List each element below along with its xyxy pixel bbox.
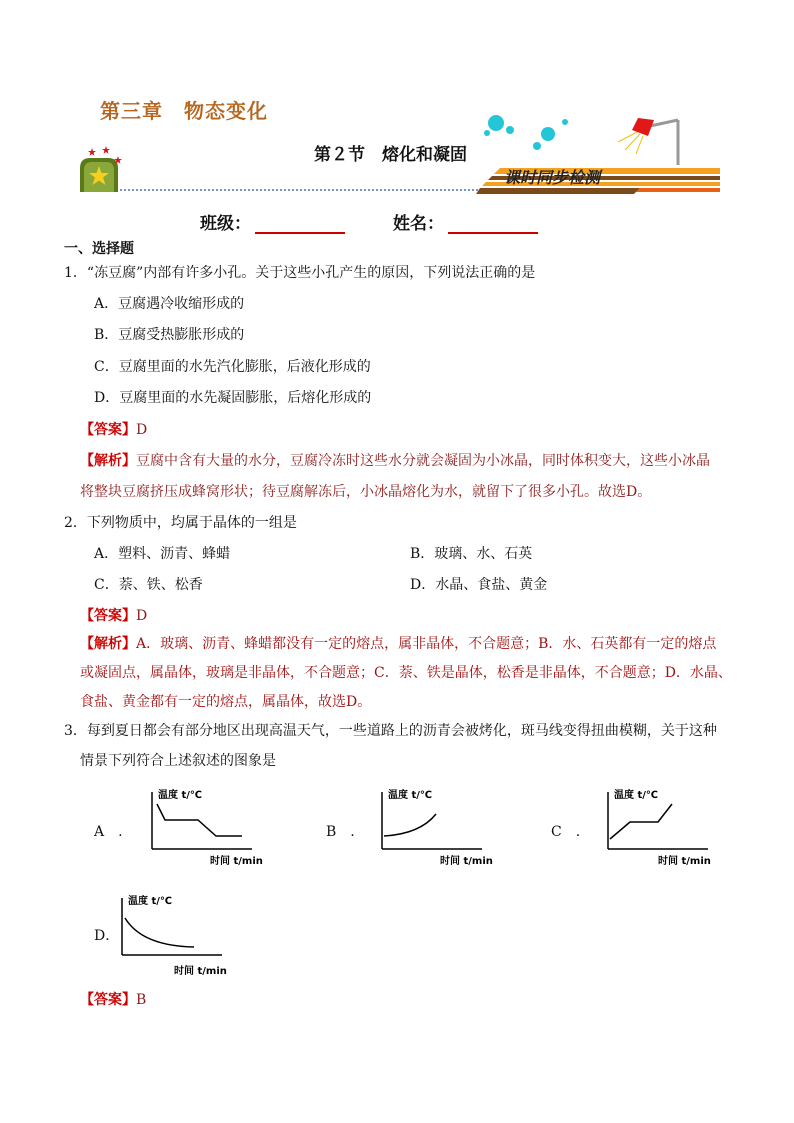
q2-answer	[80, 606, 147, 626]
answer-tag: 【答案】	[80, 422, 136, 438]
class-field[interactable]	[200, 209, 345, 234]
desk-lamp-icon	[618, 118, 678, 165]
q2-stem: 2．下列物质中，均属于晶体的一组是	[64, 515, 297, 531]
q1-analysis-line-2: 将整块豆腐挤压成蜂窝形状；待豆腐解冻后，小冰晶熔化为水，就留下了很多小孔。故选D。	[80, 484, 652, 500]
q2-analysis-line-2: 或凝固点，属晶体，玻璃是非晶体，不合题意；C．萘、铁是晶体，松香是非晶体，不合题意；D．水晶、	[80, 665, 732, 681]
answer-tag: 【答案】	[80, 608, 136, 624]
name-blank[interactable]	[448, 214, 538, 234]
q1-answer	[80, 420, 147, 440]
name-label: 姓名：	[393, 214, 444, 234]
graph-b-label: B .	[326, 824, 355, 840]
q1-analysis-line-1: 【解析】豆腐中含有大量的水分，豆腐冷冻时这些水分就会凝固为小冰晶，同时体积变大，这些小冰晶	[80, 453, 710, 469]
answer-tag: 【答案】	[80, 992, 136, 1008]
curve	[384, 814, 436, 836]
q2-analysis-line-1: 【解析】A．玻璃、沥青、蜂蜡都没有一定的熔点，属非晶体，不合题意；B．水、石英都有一定的熔点	[80, 636, 717, 652]
x-axis-label: 时间 t/min	[210, 856, 263, 867]
q1-option-b: B．豆腐受热膨胀形成的	[94, 327, 245, 343]
curve	[157, 804, 242, 836]
analysis-tag: 【解析】	[80, 453, 136, 469]
y-axis-label: 温度 t/℃	[158, 790, 203, 801]
q1-option-d: D．豆腐里面的水先凝固膨胀，后熔化形成的	[94, 390, 372, 406]
section-title: 第２节 熔化和凝固	[314, 145, 467, 165]
banner-label: 课时同步检测	[504, 168, 601, 187]
graph-a	[140, 784, 265, 872]
q1-stem: 1．“冻豆腐”内部有许多小孔。关于这些小孔产生的原因，下列说法正确的是	[64, 265, 536, 281]
answer-value: B	[136, 992, 147, 1008]
q2-option-b: B．玻璃、水、石英	[410, 546, 533, 562]
curve	[610, 804, 672, 839]
bubbles-icon	[484, 115, 568, 150]
analysis-tag: 【解析】	[80, 636, 136, 652]
part-heading: 一、选择题	[64, 241, 134, 257]
q3-stem-line-2: 情景下列符合上述叙述的图象是	[80, 753, 276, 769]
y-axis-label: 温度 t/℃	[128, 896, 173, 907]
q2-option-d: D．水晶、食盐、黄金	[410, 577, 548, 593]
graph-c-label: C .	[551, 824, 581, 840]
chapter-title: 第三章 物态变化	[100, 99, 268, 123]
graph-d-label: D．	[94, 928, 120, 944]
q3-answer	[80, 990, 146, 1010]
q2-option-c: C．萘、铁、松香	[94, 577, 203, 593]
graph-c	[596, 784, 721, 872]
answer-value: D	[136, 608, 148, 624]
y-axis-label: 温度 t/℃	[388, 790, 433, 801]
name-field[interactable]	[393, 209, 538, 234]
graph-d	[110, 890, 235, 978]
graph-b	[370, 784, 495, 872]
graph-a-label: A .	[94, 824, 123, 840]
q1-option-c: C．豆腐里面的水先汽化膨胀，后液化形成的	[94, 359, 371, 375]
x-axis-label: 时间 t/min	[174, 966, 227, 977]
q3-stem-line-1: 3．每到夏日都会有部分地区出现高温天气，一些道路上的沥青会被烤化，斑马线变得扭曲模糊，关于这种	[64, 723, 717, 739]
class-blank[interactable]	[255, 214, 345, 234]
answer-value: D	[136, 422, 148, 438]
q2-option-a: A．塑料、沥青、蜂蜡	[94, 546, 231, 562]
q2-analysis-line-3: 食盐、黄金都有一定的熔点，属晶体，故选D。	[80, 694, 372, 710]
x-axis-label: 时间 t/min	[658, 856, 711, 867]
q1-option-a: A．豆腐遇冷收缩形成的	[94, 296, 245, 312]
curve	[125, 918, 194, 947]
x-axis-label: 时间 t/min	[440, 856, 493, 867]
y-axis-label: 温度 t/℃	[614, 790, 659, 801]
class-label: 班级：	[200, 214, 251, 234]
star-badge-icon	[80, 146, 122, 192]
